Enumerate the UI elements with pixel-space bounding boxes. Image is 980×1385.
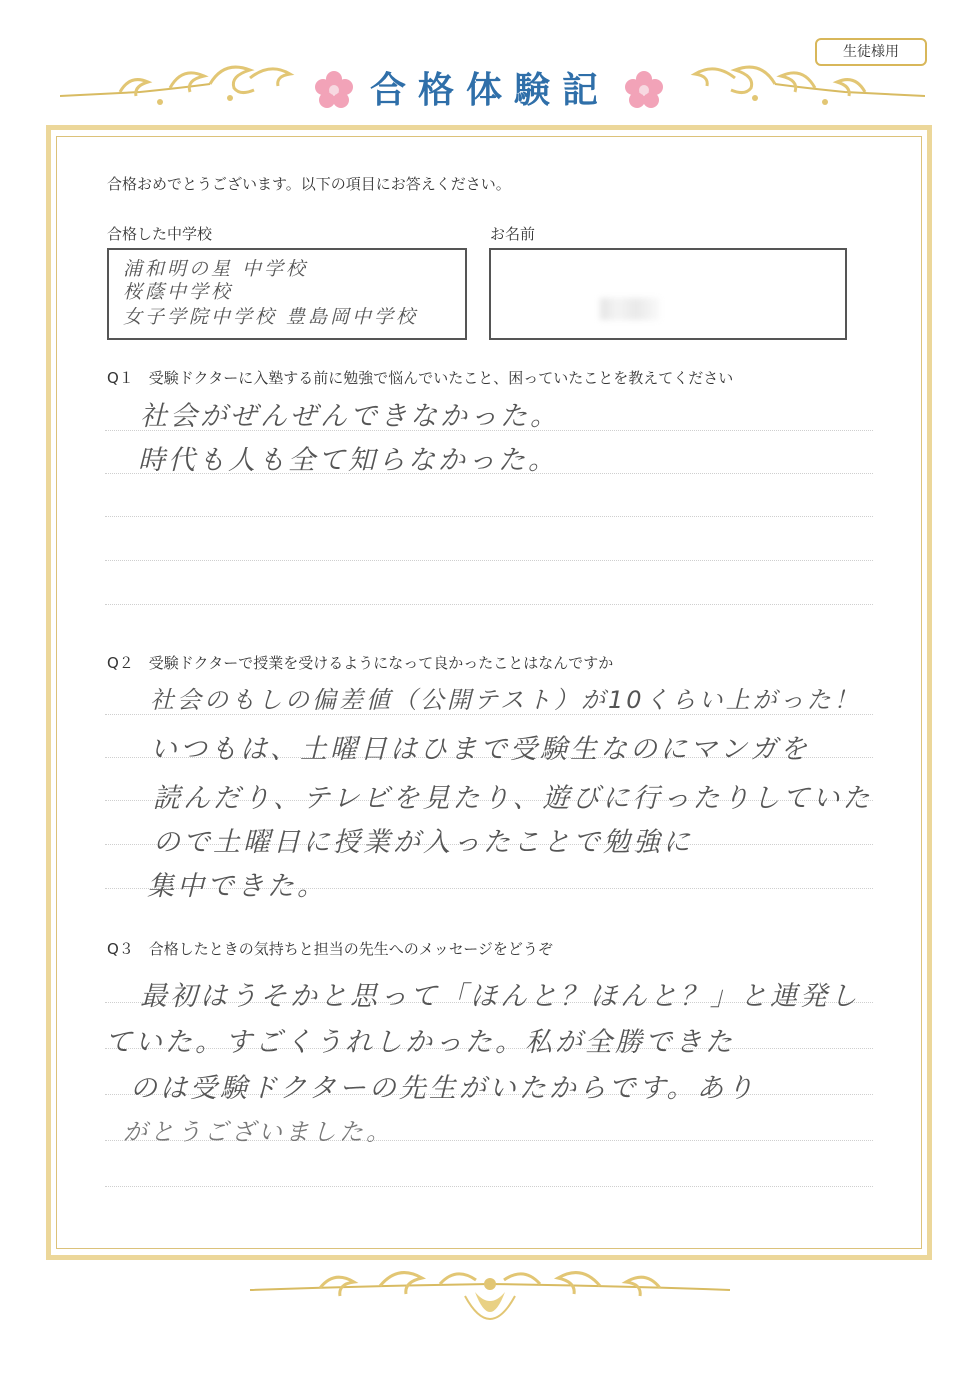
q2-answer-line-2: いつもは、土曜日はひまで受験生なのにマンガを [150, 734, 810, 765]
bottom-flourish-ornament [240, 1262, 740, 1342]
q2-answer-line-3: 読んだり、テレビを見たり、遊びに行ったりしていた [153, 783, 873, 814]
q1-label: Q１ 受験ドクターに入塾する前に勉強で悩んでいたこと、困っていたことを教えてください [107, 369, 734, 387]
rule [105, 560, 873, 561]
intro-text: 合格おめでとうございます。以下の項目にお答えください。 [107, 175, 511, 193]
name-label: お名前 [490, 225, 536, 243]
q2-answer-line-4: ので土曜日に授業が入ったことで勉強に [153, 827, 693, 858]
q3-answer-line-2: ていた。すごくうれしかった。私が全勝できた [105, 1027, 735, 1058]
q2-answer-line-5: 集中できた。 [147, 871, 327, 902]
q2-label: Q２ 受験ドクターで授業を受けるようになって良かったことはなんですか [107, 654, 614, 672]
student-use-badge: 生徒様用 [815, 38, 927, 66]
q3-label: Q３ 合格したときの気持ちと担当の先生へのメッセージをどうぞ [107, 940, 553, 958]
q2-answer-line-1: 社会のもしの偏差値（公開テスト）が10くらい上がった！ [150, 686, 861, 714]
q3-answer-line-3: のは受験ドクターの先生がいたからです。あり [130, 1073, 757, 1104]
q1-answer-line-1: 社会がぜんぜんできなかった。 [140, 401, 560, 432]
rule [105, 1186, 873, 1187]
q3-answer-lines [105, 960, 873, 1200]
rule [105, 604, 873, 605]
q3-answer-line-1: 最初はうそかと思って「ほんと？ほんと？」と連発し [140, 981, 860, 1012]
q3-answer-line-4: がとうございました。 [123, 1118, 393, 1146]
school-line-3: 女子学院中学校 豊島岡中学校 [123, 306, 419, 328]
name-field[interactable] [489, 248, 847, 340]
q1-answer-line-2: 時代も人も全て知らなかった。 [138, 445, 558, 476]
school-line-2: 桜蔭中学校 [123, 281, 234, 303]
redacted-name [600, 298, 660, 320]
page-title: 合格体験記 [369, 69, 610, 111]
school-label: 合格した中学校 [107, 225, 213, 243]
rule [105, 516, 873, 517]
school-field[interactable] [107, 248, 467, 340]
q2-answer-lines [105, 672, 873, 902]
school-line-1: 浦和明の星 中学校 [123, 258, 309, 280]
q1-answer-lines [105, 388, 873, 618]
